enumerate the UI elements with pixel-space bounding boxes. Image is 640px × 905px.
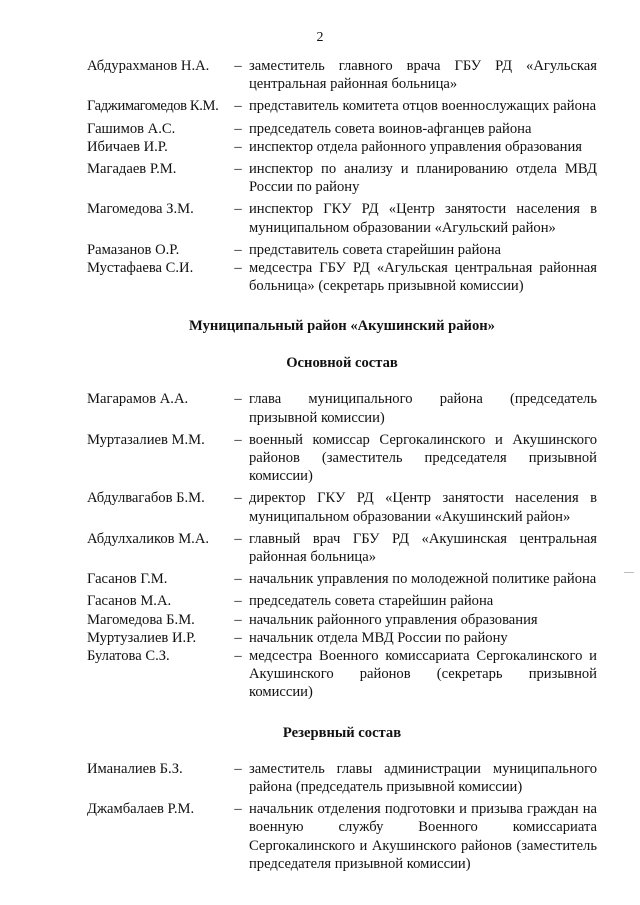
member-name: Магадаев Р.М. xyxy=(87,161,177,178)
margin-mark xyxy=(624,572,634,573)
member-entry xyxy=(87,200,597,236)
member-name: Абдурахманов Н.А. xyxy=(87,58,210,74)
member-name: Муртузалиев И.Р. xyxy=(87,629,197,646)
member-entry xyxy=(87,120,597,138)
dash: – xyxy=(234,593,242,610)
member-role: начальник районного управления образования xyxy=(249,611,538,628)
member-name: Магарамов А.А. xyxy=(87,391,189,408)
member-entry xyxy=(87,138,597,156)
member-role: представитель комитета отцов военнослужащих района xyxy=(249,98,597,115)
member-name: Магомедова Б.М. xyxy=(87,611,195,628)
member-name: Мустафаева С.И. xyxy=(87,260,194,277)
reserve-composition-title: Резервный состав xyxy=(282,724,402,741)
member-role: инспектор по анализу и планированию отдела МВД России по району xyxy=(249,161,597,196)
member-entry xyxy=(87,259,597,295)
member-entry xyxy=(87,760,597,796)
member-role: заместитель главного врача ГБУ РД «Агульская центральная районная больница» xyxy=(249,58,597,93)
dash: – xyxy=(234,490,242,507)
member-entry xyxy=(87,611,597,629)
dash: – xyxy=(234,760,242,777)
member-role: заместитель главы администрации муниципального района (председатель призывной комиссии) xyxy=(249,760,597,795)
member-entry xyxy=(87,530,597,566)
member-name: Абдулвагабов Б.М. xyxy=(87,490,205,507)
member-name: Рамазанов О.Р. xyxy=(87,241,180,258)
dash: – xyxy=(234,571,242,588)
dash: – xyxy=(234,120,242,137)
member-entry xyxy=(87,97,597,115)
member-role: председатель совета старейшин района xyxy=(249,593,494,610)
member-role: военный комиссар Сергокалинского и Акушинского районов (заместитель председателя призывной комиссии) xyxy=(249,431,597,485)
member-entry xyxy=(87,431,597,486)
member-name: Ибичаев И.Р. xyxy=(87,138,168,155)
dash: – xyxy=(234,201,242,218)
dash: – xyxy=(234,431,242,448)
dash: – xyxy=(234,530,242,547)
member-entry xyxy=(87,800,597,873)
member-role: начальник отделения подготовки и призыва граждан на военную службу Военного комиссариата Сергокалинского и Акушинского районов (заместитель председателя призывной комиссии) xyxy=(249,801,597,872)
dash: – xyxy=(234,629,242,646)
member-name: Булатова С.З. xyxy=(87,648,170,665)
member-role: начальник отдела МВД России по району xyxy=(249,629,508,646)
member-entry xyxy=(87,647,597,702)
member-name: Гасанов М.А. xyxy=(87,593,172,610)
member-role: медсестра ГБУ РД «Агульская центральная районная больница» (секретарь призывной комиссии) xyxy=(249,260,597,295)
member-entry xyxy=(87,160,597,196)
dash: – xyxy=(234,648,242,665)
member-role: медсестра Военного комиссариата Сергокалинского и Акушинского районов (секретарь призывной комиссии) xyxy=(249,648,597,701)
member-name: Муртазалиев М.М. xyxy=(87,431,205,448)
document-content xyxy=(87,57,597,873)
dash: – xyxy=(234,138,242,155)
dash: – xyxy=(234,98,242,115)
main-composition-title: Основной состав xyxy=(286,355,398,372)
commission-list-agul xyxy=(87,57,597,295)
member-entry xyxy=(87,390,597,426)
page-number: 2 xyxy=(316,30,324,45)
main-composition-list xyxy=(87,390,597,701)
member-role: представитель совета старейшин района xyxy=(249,241,501,258)
member-name: Гашимов А.С. xyxy=(87,120,176,137)
dash: – xyxy=(234,391,242,408)
member-role: начальник управления по молодежной политике района xyxy=(249,571,597,588)
member-role: директор ГКУ РД «Центр занятости населения в муниципальном образовании «Акушинский район» xyxy=(249,490,597,525)
member-entry xyxy=(87,57,597,93)
dash: – xyxy=(234,801,242,818)
member-role: инспектор отдела районного управления образования xyxy=(249,138,582,155)
dash: – xyxy=(234,161,242,178)
dash: – xyxy=(234,58,242,74)
member-name: Джамбалаев Р.М. xyxy=(87,801,195,818)
member-entry xyxy=(87,629,597,647)
member-entry xyxy=(87,592,597,610)
member-entry xyxy=(87,570,597,588)
member-role: главный врач ГБУ РД «Акушинская центральная районная больница» xyxy=(249,530,597,566)
dash: – xyxy=(234,611,242,628)
member-name: Магомедова З.М. xyxy=(87,201,194,218)
reserve-composition-list xyxy=(87,760,597,873)
member-entry xyxy=(87,241,597,259)
member-name: Иманалиев Б.З. xyxy=(87,760,183,777)
dash: – xyxy=(234,260,242,277)
member-name: Гаджимагомедов К.М. xyxy=(87,98,219,115)
district-title: Муниципальный район «Акушинский район» xyxy=(189,318,495,335)
member-role: глава муниципального района (председатель призывной комиссии) xyxy=(249,391,597,426)
dash: – xyxy=(234,241,242,258)
member-entry xyxy=(87,489,597,525)
member-role: председатель совета воинов-афганцев района xyxy=(249,120,532,137)
member-role: инспектор ГКУ РД «Центр занятости населения в муниципальном образовании «Агульский район» xyxy=(249,201,597,236)
member-name: Абдулхаликов М.А. xyxy=(87,530,210,547)
member-name: Гасанов Г.М. xyxy=(87,571,168,588)
